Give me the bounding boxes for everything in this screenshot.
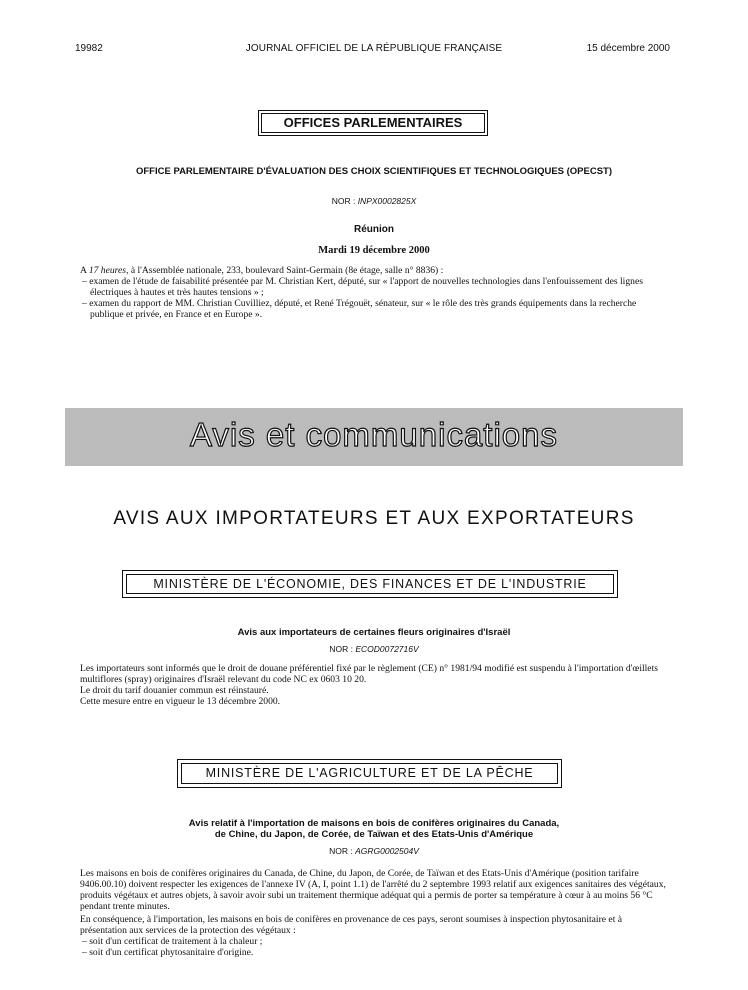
- journal-title: JOURNAL OFFICIEL DE LA RÉPUBLIQUE FRANÇAISE: [245, 43, 503, 54]
- ministry-economy-box: [122, 570, 618, 598]
- notice-flowers-title: Avis aux importateurs de certaines fleurs originaires d'Israël: [237, 627, 511, 638]
- agenda-time: 17 heures: [88, 265, 127, 276]
- notice-houses-nor: NOR : AGRG0002504V: [329, 846, 419, 856]
- agenda-intro: A 17 heures, à l'Assemblée nationale, 233, boulevard Saint-Germain (8e étage, salle n° 8836) :: [80, 265, 444, 276]
- ministry-agriculture-name: MINISTÈRE DE L'AGRICULTURE ET DE LA PÊCHE: [205, 766, 534, 780]
- notice-flowers-nor: NOR : ECOD0072716V: [329, 644, 419, 654]
- meeting-date: Mardi 19 décembre 2000: [318, 245, 430, 256]
- agenda-item: – examen du rapport de MM. Christian Cuvilliez, député, et René Trégouët, sénateur, sur « le rôle des très grands équipements dans la recherche publique et privée, en France et en Europe ».: [82, 298, 637, 320]
- page-number: 19982: [75, 43, 103, 54]
- ministry-box-inner-border: [126, 574, 614, 594]
- paragraph: Le droit du tarif douanier commun est réinstauré.: [80, 685, 269, 696]
- agenda-item: – examen de l'étude de faisabilité présentée par M. Christian Kert, député, sur « l'apport de nouvelles technologies dans l'enfouissement des lignes électriques à hautes et très hautes tensions » ;: [82, 276, 643, 298]
- offices-section-title-box: [258, 110, 488, 136]
- list-item: – soit d'un certificat phytosanitaire d'origine.: [82, 947, 254, 958]
- ministry-economy-name: MINISTÈRE DE L'ÉCONOMIE, DES FINANCES ET DE L'INDUSTRIE: [153, 577, 587, 591]
- issue-date: 15 décembre 2000: [586, 43, 670, 54]
- avis-section-title: AVIS AUX IMPORTATEURS ET AUX EXPORTATEURS: [113, 508, 635, 529]
- nor-label: NOR :: [331, 196, 356, 206]
- notice-flowers-body: [80, 663, 670, 707]
- paragraph: Les importateurs sont informés que le droit de douane préférentiel fixé par le règlement (CE) n° 1981/94 modifié est suspendu à l'importation d'œillets multiflores (spray) originaires d'Israël relevant du code NC ex 0603 10 20.: [80, 663, 658, 685]
- nor-code: INPX0002825X: [357, 196, 417, 206]
- paragraph: Les maisons en bois de conifères originaires du Canada, de Chine, du Japon, de Corée, de Taïwan et des Etats-Unis d'Amérique (position tarifaire 9406.00.10) doivent respecter les exigences de l'annexe IV (A, I, point 1.1) de l'arrêté du 2 septembre 1993 relatif aux exigences sanitaires des végétaux, produits végétaux et autres objets, à savoir avoir subi un traitement thermique adéquat qui a permis de porter sa température à cœur à au moins 56 °C pendant trente minutes.: [80, 868, 666, 912]
- meeting-agenda: [80, 265, 670, 320]
- office-name: OFFICE PARLEMENTAIRE D'ÉVALUATION DES CHOIX SCIENTIFIQUES ET TECHNOLOGIQUES (OPECST): [135, 166, 613, 177]
- banner-title: Avis et communications: [189, 416, 559, 453]
- paragraph: En conséquence, à l'importation, les maisons en bois de conifères en provenance de ces pays, seront soumises à inspection phytosanitaire et à présentation aux services de la protection des végétaux :: [80, 914, 623, 936]
- notice-houses-body: [80, 868, 670, 958]
- ministry-agriculture-box: [177, 759, 562, 788]
- offices-box-inner-border: [261, 113, 485, 133]
- paragraph: Cette mesure entre en vigueur le 13 décembre 2000.: [80, 696, 281, 707]
- offices-section-title: OFFICES PARLEMENTAIRES: [283, 115, 463, 130]
- ministry-box-inner-border: [181, 763, 558, 784]
- list-item: – soit d'un certificat de traitement à la chaleur ;: [82, 936, 263, 947]
- opecst-nor: [0, 196, 748, 206]
- notice-houses-title: Avis relatif à l'importation de maisons en bois de conifères originaires du Canada, de Chine, du Japon, de Corée, de Taïwan et des Etats-Unis d'Amérique: [188, 818, 560, 840]
- meeting-label: Réunion: [354, 224, 394, 235]
- avis-communications-banner: [65, 408, 683, 466]
